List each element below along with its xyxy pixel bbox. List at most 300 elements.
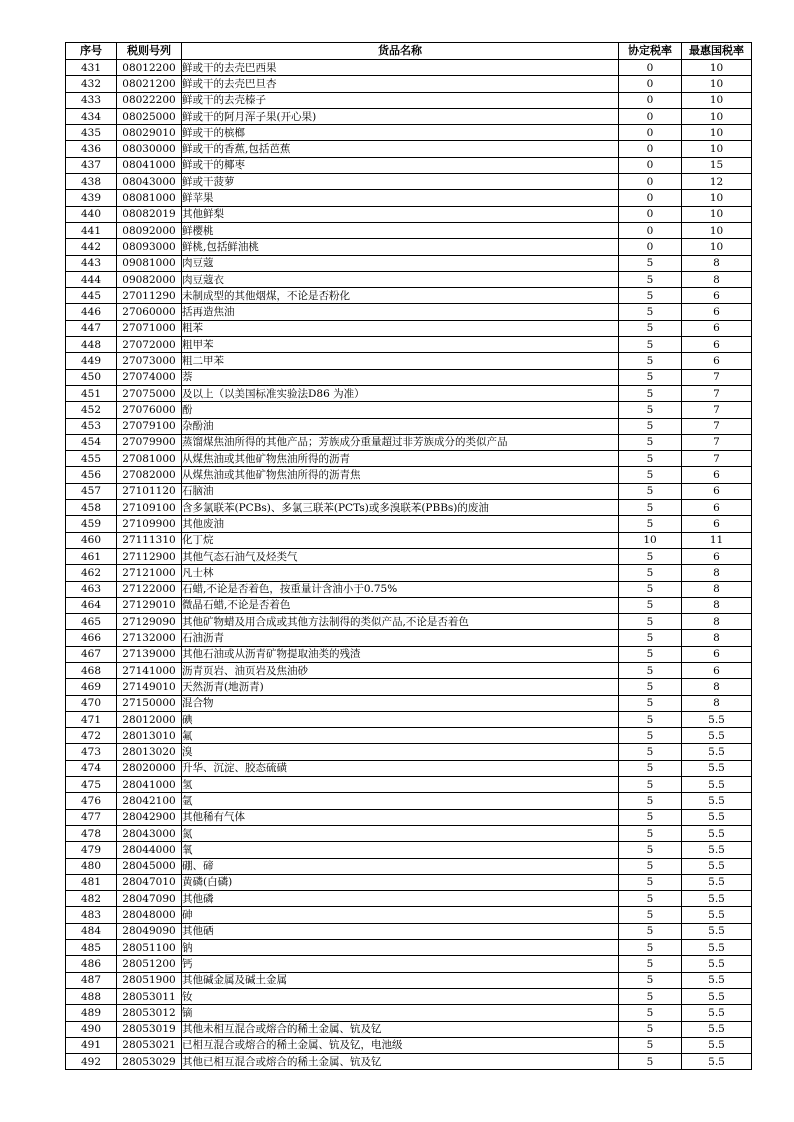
table-row	[66, 565, 752, 581]
table-row	[66, 614, 752, 630]
cell-mfn-rate: 5.5	[682, 809, 752, 825]
table-row	[66, 288, 752, 304]
cell-mfn-rate: 10	[682, 206, 752, 222]
table-row	[66, 809, 752, 825]
cell-tariff-code: 28051100	[117, 940, 182, 956]
cell-mfn-rate: 7	[682, 451, 752, 467]
cell-serial: 431	[66, 60, 117, 76]
cell-mfn-rate: 5.5	[682, 923, 752, 939]
cell-agreement-rate: 5	[619, 679, 682, 695]
cell-tariff-code: 27132000	[117, 630, 182, 646]
cell-goods-name: 化丁烷	[182, 532, 619, 548]
table-row	[66, 385, 752, 401]
cell-tariff-code: 08043000	[117, 174, 182, 190]
cell-agreement-rate: 5	[619, 874, 682, 890]
cell-agreement-rate: 5	[619, 760, 682, 776]
cell-agreement-rate: 5	[619, 972, 682, 988]
cell-serial: 466	[66, 630, 117, 646]
cell-agreement-rate: 5	[619, 646, 682, 662]
cell-mfn-rate: 5.5	[682, 711, 752, 727]
cell-serial: 458	[66, 500, 117, 516]
cell-agreement-rate: 5	[619, 614, 682, 630]
cell-goods-name: 其他气态石油气及烃类气	[182, 548, 619, 564]
cell-goods-name: 鲜或干菠萝	[182, 174, 619, 190]
cell-goods-name: 氢	[182, 777, 619, 793]
cell-serial: 490	[66, 1021, 117, 1037]
cell-serial: 468	[66, 662, 117, 678]
cell-serial: 432	[66, 76, 117, 92]
cell-goods-name: 其他稀有气体	[182, 809, 619, 825]
table-row	[66, 597, 752, 613]
cell-mfn-rate: 7	[682, 385, 752, 401]
cell-serial: 464	[66, 597, 117, 613]
cell-agreement-rate: 5	[619, 1021, 682, 1037]
cell-agreement-rate: 5	[619, 1005, 682, 1021]
table-row	[66, 206, 752, 222]
cell-goods-name: 升华、沉淀、胶态硫磺	[182, 760, 619, 776]
cell-mfn-rate: 8	[682, 630, 752, 646]
cell-tariff-code: 28042900	[117, 809, 182, 825]
cell-goods-name: 钙	[182, 956, 619, 972]
cell-mfn-rate: 12	[682, 174, 752, 190]
cell-serial: 477	[66, 809, 117, 825]
cell-serial: 445	[66, 288, 117, 304]
table-row	[66, 434, 752, 450]
cell-serial: 462	[66, 565, 117, 581]
cell-agreement-rate: 5	[619, 956, 682, 972]
cell-agreement-rate: 5	[619, 271, 682, 287]
table-row	[66, 907, 752, 923]
table-row	[66, 337, 752, 353]
cell-agreement-rate: 0	[619, 141, 682, 157]
cell-goods-name: 鲜或干的阿月浑子果(开心果)	[182, 108, 619, 124]
cell-tariff-code: 28042100	[117, 793, 182, 809]
cell-goods-name: 其他未相互混合或熔合的稀土金属、钪及钇	[182, 1021, 619, 1037]
header-mfn-rate: 最惠国税率	[682, 43, 752, 60]
cell-mfn-rate: 10	[682, 60, 752, 76]
cell-agreement-rate: 10	[619, 532, 682, 548]
table-row	[66, 369, 752, 385]
cell-goods-name: 杂酚油	[182, 418, 619, 434]
cell-tariff-code: 08093000	[117, 239, 182, 255]
table-row	[66, 874, 752, 890]
cell-serial: 454	[66, 434, 117, 450]
cell-agreement-rate: 5	[619, 988, 682, 1004]
cell-agreement-rate: 5	[619, 434, 682, 450]
cell-tariff-code: 08081000	[117, 190, 182, 206]
cell-mfn-rate: 8	[682, 255, 752, 271]
table-row	[66, 141, 752, 157]
table-row	[66, 402, 752, 418]
cell-tariff-code: 09081000	[117, 255, 182, 271]
cell-mfn-rate: 8	[682, 565, 752, 581]
cell-agreement-rate: 5	[619, 516, 682, 532]
table-row	[66, 1054, 752, 1070]
table-row	[66, 125, 752, 141]
header-tariff-code: 税则号列	[117, 43, 182, 60]
cell-serial: 472	[66, 728, 117, 744]
cell-mfn-rate: 5.5	[682, 728, 752, 744]
cell-mfn-rate: 5.5	[682, 907, 752, 923]
cell-agreement-rate: 5	[619, 1037, 682, 1053]
cell-tariff-code: 27101120	[117, 483, 182, 499]
table-row	[66, 157, 752, 173]
cell-goods-name: 凡士林	[182, 565, 619, 581]
cell-agreement-rate: 5	[619, 597, 682, 613]
cell-mfn-rate: 7	[682, 369, 752, 385]
cell-serial: 479	[66, 842, 117, 858]
cell-tariff-code: 28041000	[117, 777, 182, 793]
cell-tariff-code: 27109900	[117, 516, 182, 532]
cell-goods-name: 氮	[182, 825, 619, 841]
cell-mfn-rate: 7	[682, 402, 752, 418]
table-row	[66, 728, 752, 744]
table-row	[66, 988, 752, 1004]
cell-serial: 453	[66, 418, 117, 434]
table-row	[66, 76, 752, 92]
table-row	[66, 1005, 752, 1021]
header-agreement-rate: 协定税率	[619, 43, 682, 60]
cell-goods-name: 其他磷	[182, 891, 619, 907]
cell-serial: 487	[66, 972, 117, 988]
cell-goods-name: 其他矿物蜡及用合成或其他方法制得的类似产品,不论是否着色	[182, 614, 619, 630]
cell-goods-name: 沥青页岩、油页岩及焦油砂	[182, 662, 619, 678]
table-row	[66, 353, 752, 369]
cell-tariff-code: 27141000	[117, 662, 182, 678]
cell-goods-name: 其他鲜梨	[182, 206, 619, 222]
cell-goods-name: 鲜或干的椰枣	[182, 157, 619, 173]
cell-serial: 447	[66, 320, 117, 336]
cell-agreement-rate: 0	[619, 222, 682, 238]
cell-goods-name: 鲜或干的去壳巴旦杏	[182, 76, 619, 92]
cell-agreement-rate: 5	[619, 842, 682, 858]
cell-goods-name: 钠	[182, 940, 619, 956]
table-row	[66, 760, 752, 776]
cell-mfn-rate: 10	[682, 92, 752, 108]
cell-mfn-rate: 8	[682, 614, 752, 630]
cell-serial: 456	[66, 467, 117, 483]
cell-serial: 446	[66, 304, 117, 320]
cell-serial: 467	[66, 646, 117, 662]
cell-tariff-code: 08082019	[117, 206, 182, 222]
cell-tariff-code: 28053019	[117, 1021, 182, 1037]
cell-mfn-rate: 5.5	[682, 793, 752, 809]
table-row	[66, 891, 752, 907]
cell-serial: 476	[66, 793, 117, 809]
table-row	[66, 467, 752, 483]
cell-mfn-rate: 6	[682, 516, 752, 532]
cell-goods-name: 从煤焦油或其他矿物焦油所得的沥青焦	[182, 467, 619, 483]
cell-mfn-rate: 6	[682, 304, 752, 320]
cell-mfn-rate: 6	[682, 337, 752, 353]
cell-mfn-rate: 10	[682, 108, 752, 124]
cell-tariff-code: 28012000	[117, 711, 182, 727]
cell-goods-name: 鲜桃,包括鲜油桃	[182, 239, 619, 255]
cell-mfn-rate: 6	[682, 662, 752, 678]
cell-mfn-rate: 8	[682, 581, 752, 597]
cell-tariff-code: 27075000	[117, 385, 182, 401]
cell-mfn-rate: 10	[682, 190, 752, 206]
cell-tariff-code: 08030000	[117, 141, 182, 157]
cell-agreement-rate: 5	[619, 418, 682, 434]
table-row	[66, 516, 752, 532]
cell-tariff-code: 27122000	[117, 581, 182, 597]
cell-tariff-code: 27139000	[117, 646, 182, 662]
cell-mfn-rate: 7	[682, 418, 752, 434]
cell-goods-name: 其他废油	[182, 516, 619, 532]
cell-agreement-rate: 5	[619, 907, 682, 923]
table-row	[66, 271, 752, 287]
cell-serial: 460	[66, 532, 117, 548]
cell-goods-name: 肉豆蔻衣	[182, 271, 619, 287]
cell-mfn-rate: 5.5	[682, 1037, 752, 1053]
cell-agreement-rate: 5	[619, 255, 682, 271]
cell-tariff-code: 28047090	[117, 891, 182, 907]
cell-mfn-rate: 5.5	[682, 940, 752, 956]
table-row	[66, 956, 752, 972]
cell-agreement-rate: 0	[619, 206, 682, 222]
table-row	[66, 662, 752, 678]
cell-mfn-rate: 6	[682, 353, 752, 369]
cell-tariff-code: 28044000	[117, 842, 182, 858]
cell-tariff-code: 27011290	[117, 288, 182, 304]
table-row	[66, 858, 752, 874]
cell-agreement-rate: 5	[619, 565, 682, 581]
cell-mfn-rate: 5.5	[682, 1021, 752, 1037]
cell-serial: 469	[66, 679, 117, 695]
cell-mfn-rate: 6	[682, 320, 752, 336]
cell-serial: 483	[66, 907, 117, 923]
table-row	[66, 1037, 752, 1053]
cell-mfn-rate: 10	[682, 125, 752, 141]
cell-serial: 444	[66, 271, 117, 287]
cell-mfn-rate: 6	[682, 483, 752, 499]
cell-mfn-rate: 5.5	[682, 744, 752, 760]
cell-mfn-rate: 6	[682, 646, 752, 662]
cell-agreement-rate: 5	[619, 825, 682, 841]
table-row	[66, 793, 752, 809]
cell-mfn-rate: 5.5	[682, 988, 752, 1004]
cell-goods-name: 粗苯	[182, 320, 619, 336]
cell-agreement-rate: 5	[619, 777, 682, 793]
cell-tariff-code: 27072000	[117, 337, 182, 353]
cell-tariff-code: 27129010	[117, 597, 182, 613]
cell-agreement-rate: 5	[619, 809, 682, 825]
cell-mfn-rate: 10	[682, 239, 752, 255]
cell-mfn-rate: 5.5	[682, 1005, 752, 1021]
cell-serial: 449	[66, 353, 117, 369]
cell-serial: 485	[66, 940, 117, 956]
cell-tariff-code: 28053011	[117, 988, 182, 1004]
cell-serial: 492	[66, 1054, 117, 1070]
cell-serial: 435	[66, 125, 117, 141]
cell-mfn-rate: 6	[682, 288, 752, 304]
table-row	[66, 679, 752, 695]
cell-mfn-rate: 5.5	[682, 842, 752, 858]
cell-serial: 452	[66, 402, 117, 418]
table-row	[66, 190, 752, 206]
cell-tariff-code: 27071000	[117, 320, 182, 336]
cell-agreement-rate: 5	[619, 630, 682, 646]
tariff-table	[65, 42, 752, 1070]
cell-goods-name: 酚	[182, 402, 619, 418]
cell-mfn-rate: 10	[682, 222, 752, 238]
cell-goods-name: 鲜或干的去壳巴西果	[182, 60, 619, 76]
cell-tariff-code: 27150000	[117, 695, 182, 711]
cell-agreement-rate: 0	[619, 60, 682, 76]
cell-goods-name: 镝	[182, 1005, 619, 1021]
cell-serial: 441	[66, 222, 117, 238]
cell-agreement-rate: 5	[619, 337, 682, 353]
cell-tariff-code: 28013010	[117, 728, 182, 744]
cell-serial: 436	[66, 141, 117, 157]
cell-serial: 463	[66, 581, 117, 597]
cell-tariff-code: 08029010	[117, 125, 182, 141]
cell-tariff-code: 08021200	[117, 76, 182, 92]
cell-serial: 448	[66, 337, 117, 353]
cell-goods-name: 鲜或干的香蕉,包括芭蕉	[182, 141, 619, 157]
cell-mfn-rate: 11	[682, 532, 752, 548]
cell-mfn-rate: 5.5	[682, 858, 752, 874]
cell-serial: 450	[66, 369, 117, 385]
cell-tariff-code: 08022200	[117, 92, 182, 108]
cell-agreement-rate: 5	[619, 711, 682, 727]
cell-tariff-code: 27111310	[117, 532, 182, 548]
cell-agreement-rate: 5	[619, 695, 682, 711]
cell-serial: 434	[66, 108, 117, 124]
cell-goods-name: 其他石油或从沥青矿物提取油类的残渣	[182, 646, 619, 662]
table-row	[66, 923, 752, 939]
cell-serial: 439	[66, 190, 117, 206]
cell-tariff-code: 28020000	[117, 760, 182, 776]
cell-tariff-code: 28051200	[117, 956, 182, 972]
table-row	[66, 744, 752, 760]
cell-tariff-code: 28051900	[117, 972, 182, 988]
cell-tariff-code: 27082000	[117, 467, 182, 483]
cell-tariff-code: 08012200	[117, 60, 182, 76]
cell-agreement-rate: 0	[619, 76, 682, 92]
cell-serial: 482	[66, 891, 117, 907]
table-row	[66, 255, 752, 271]
table-row	[66, 1021, 752, 1037]
cell-goods-name: 钕	[182, 988, 619, 1004]
cell-tariff-code: 27076000	[117, 402, 182, 418]
cell-agreement-rate: 5	[619, 858, 682, 874]
cell-serial: 474	[66, 760, 117, 776]
cell-agreement-rate: 5	[619, 548, 682, 564]
cell-serial: 438	[66, 174, 117, 190]
table-row	[66, 581, 752, 597]
cell-serial: 471	[66, 711, 117, 727]
cell-tariff-code: 28047010	[117, 874, 182, 890]
cell-mfn-rate: 5.5	[682, 777, 752, 793]
cell-agreement-rate: 5	[619, 793, 682, 809]
table-row	[66, 630, 752, 646]
cell-agreement-rate: 5	[619, 402, 682, 418]
cell-mfn-rate: 5.5	[682, 891, 752, 907]
cell-tariff-code: 08092000	[117, 222, 182, 238]
cell-agreement-rate: 0	[619, 92, 682, 108]
cell-tariff-code: 28045000	[117, 858, 182, 874]
cell-tariff-code: 28013020	[117, 744, 182, 760]
table-row	[66, 304, 752, 320]
cell-agreement-rate: 0	[619, 125, 682, 141]
table-row	[66, 320, 752, 336]
table-row	[66, 777, 752, 793]
cell-agreement-rate: 0	[619, 108, 682, 124]
cell-agreement-rate: 5	[619, 483, 682, 499]
cell-mfn-rate: 5.5	[682, 956, 752, 972]
cell-tariff-code: 28043000	[117, 825, 182, 841]
cell-goods-name: 混合物	[182, 695, 619, 711]
cell-agreement-rate: 5	[619, 353, 682, 369]
cell-goods-name: 氧	[182, 842, 619, 858]
cell-goods-name: 鲜苹果	[182, 190, 619, 206]
table-row	[66, 239, 752, 255]
cell-tariff-code: 27129090	[117, 614, 182, 630]
cell-tariff-code: 27121000	[117, 565, 182, 581]
table-body	[66, 60, 752, 1070]
cell-mfn-rate: 6	[682, 500, 752, 516]
table-row	[66, 532, 752, 548]
cell-agreement-rate: 5	[619, 1054, 682, 1070]
cell-goods-name: 微晶石蜡,不论是否着色	[182, 597, 619, 613]
cell-tariff-code: 27079100	[117, 418, 182, 434]
cell-agreement-rate: 0	[619, 157, 682, 173]
cell-goods-name: 石脑油	[182, 483, 619, 499]
cell-goods-name: 氟	[182, 728, 619, 744]
cell-tariff-code: 27074000	[117, 369, 182, 385]
table-row	[66, 418, 752, 434]
cell-serial: 455	[66, 451, 117, 467]
table-row	[66, 825, 752, 841]
cell-mfn-rate: 5.5	[682, 874, 752, 890]
cell-goods-name: 其他碱金属及碱土金属	[182, 972, 619, 988]
cell-goods-name: 砷	[182, 907, 619, 923]
cell-goods-name: 含多氯联苯(PCBs)、多氯三联苯(PCTs)或多溴联苯(PBBs)的废油	[182, 500, 619, 516]
cell-agreement-rate: 0	[619, 190, 682, 206]
cell-mfn-rate: 8	[682, 695, 752, 711]
cell-goods-name: 粗二甲苯	[182, 353, 619, 369]
cell-goods-name: 碘	[182, 711, 619, 727]
cell-tariff-code: 27079900	[117, 434, 182, 450]
cell-tariff-code: 28053021	[117, 1037, 182, 1053]
cell-tariff-code: 27060000	[117, 304, 182, 320]
cell-serial: 484	[66, 923, 117, 939]
cell-goods-name: 氩	[182, 793, 619, 809]
cell-mfn-rate: 6	[682, 467, 752, 483]
cell-goods-name: 其他硒	[182, 923, 619, 939]
cell-agreement-rate: 5	[619, 891, 682, 907]
table-row	[66, 646, 752, 662]
cell-goods-name: 鲜或干的槟榔	[182, 125, 619, 141]
cell-mfn-rate: 10	[682, 141, 752, 157]
cell-tariff-code: 09082000	[117, 271, 182, 287]
cell-agreement-rate: 0	[619, 239, 682, 255]
cell-serial: 461	[66, 548, 117, 564]
header-row	[66, 43, 752, 60]
cell-tariff-code: 27149010	[117, 679, 182, 695]
cell-agreement-rate: 5	[619, 320, 682, 336]
cell-goods-name: 石油沥青	[182, 630, 619, 646]
cell-goods-name: 其他已相互混合或熔合的稀土金属、钪及钇	[182, 1054, 619, 1070]
table-row	[66, 451, 752, 467]
cell-serial: 480	[66, 858, 117, 874]
table-row	[66, 842, 752, 858]
cell-serial: 451	[66, 385, 117, 401]
cell-goods-name: 鲜或干的去壳榛子	[182, 92, 619, 108]
cell-serial: 459	[66, 516, 117, 532]
